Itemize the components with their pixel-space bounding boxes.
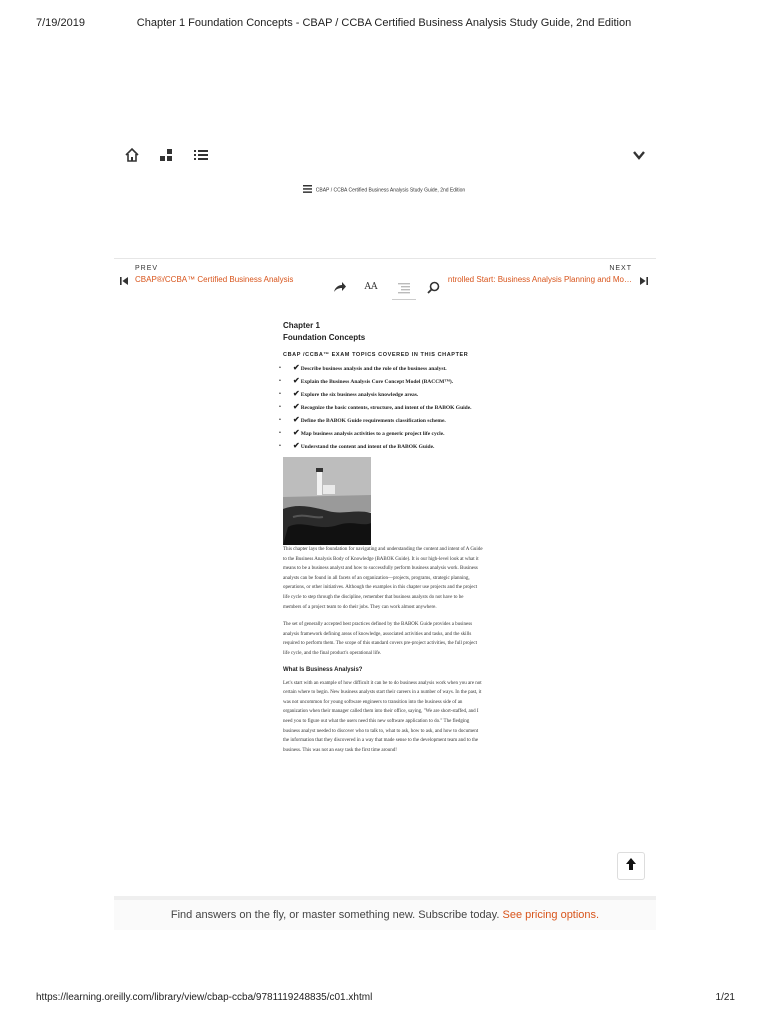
subscribe-banner <box>114 900 656 930</box>
skip-forward-icon <box>639 273 648 291</box>
font-size-label: AA <box>364 282 378 292</box>
chapter-nav <box>114 258 656 305</box>
section-paragraph: Let's start with an example of how difficult it can be to do business analysis work when you are not certain where to begin. New business analysts start their careers in a number of ways. In the past, it was not uncommon for young software engineers to transition into the business side of an organization when their manager called them into their office, saying, "We are short-staffed, and I need you to figure out what the users need this new software application to do." The fledging business analyst needed to discover who to talk to, what to ask, how to ask, and how to document the information that they discovered in a way that made sense to the development team and to the business. This was not an easy task the first time around! <box>283 680 482 753</box>
checkmark-icon: ✔ <box>293 402 300 411</box>
list-item: • ✔Map business analysis activities to a generic project life cycle. <box>279 428 445 437</box>
next-link[interactable] <box>448 265 646 284</box>
chapter-title: Foundation Concepts <box>283 333 366 342</box>
list-item: • ✔Describe business analysis and the role of the business analyst. <box>279 363 447 372</box>
print-url: https://learning.oreilly.com/library/view/cbap-ccba/9781119248835/c01.xhtml <box>36 992 373 1003</box>
next-label: NEXT <box>609 265 632 272</box>
prev-label: PREV <box>135 265 159 272</box>
list-item: • ✔Explain the Business Analysis Core Concept Model (BACCM™). <box>279 376 454 385</box>
checkmark-icon: ✔ <box>293 389 300 398</box>
standards-paragraph: The set of generally accepted best practices defined by the BABOK Guide provides a business analysis framework defining areas of knowledge, associated activities and tasks, and the skills required to perform them. The scope of this standard covers pre-project activities, the full project life cycle, and the final product's operational life. <box>283 622 478 656</box>
checkmark-icon: ✔ <box>293 441 300 450</box>
book-title: CBAP / CCBA Certified Business Analysis Study Guide, 2nd Edition <box>315 187 466 194</box>
toc-icon[interactable] <box>392 277 416 300</box>
exam-topics-heading: CBAP /CCBA™ EXAM TOPICS COVERED IN THIS CHAPTER <box>283 352 469 358</box>
print-page-number: 1/21 <box>715 992 735 1003</box>
list-item: • ✔Explore the six business analysis knowledge areas. <box>279 389 419 398</box>
arrow-up-icon <box>625 857 637 876</box>
next-title[interactable]: ntrolled Start: Business Analysis Planning and Mo… <box>447 275 632 284</box>
grid-icon[interactable] <box>155 144 177 166</box>
share-icon[interactable] <box>330 277 350 297</box>
checkmark-icon: ✔ <box>293 376 300 385</box>
intro-paragraph: This chapter lays the foundation for navigating and understanding the content and intent of A Guide to the Business Analysis Body of Knowledge (BABOK Guide). It is our high-level look at what it means to be a business analyst and how to successfully perform business analysis work. Business analysts can be found in all facets of an organization—projects, programs, strategic planning, operations, or other initiatives. Although the examples in this chapter use projects and the project life cycle to step through the discipline, remember that business analysts do not have to be members of a project team to do their jobs. They can work almost anywhere. <box>283 547 483 610</box>
chapter-content <box>279 320 483 763</box>
print-title: Chapter 1 Foundation Concepts - CBAP / CCBA Certified Business Analysis Study Guide, 2nd Edition <box>136 17 632 29</box>
top-toolbar <box>116 142 656 168</box>
prev-link[interactable] <box>120 265 293 284</box>
prev-title[interactable]: CBAP®/CCBA™ Certified Business Analysis <box>135 275 294 284</box>
lighthouse-photo <box>283 457 371 545</box>
list-icon <box>303 185 312 195</box>
list-item: • ✔Recognize the basic contents, structure, and intent of the BABOK Guide. <box>279 402 472 411</box>
objectives-list <box>279 363 483 451</box>
pricing-link[interactable]: See pricing options. <box>502 909 600 921</box>
promo-text: Find answers on the fly, or master something new. Subscribe today. <box>170 909 500 921</box>
list-icon[interactable] <box>190 144 212 166</box>
checkmark-icon: ✔ <box>293 363 300 372</box>
font-size-icon[interactable] <box>361 277 381 297</box>
checkmark-icon: ✔ <box>293 415 300 424</box>
list-item: • ✔Define the BABOK Guide requirements classification scheme. <box>279 415 446 424</box>
chevron-down-icon[interactable] <box>628 144 650 166</box>
book-title-link[interactable] <box>0 185 768 195</box>
home-icon[interactable] <box>121 144 143 166</box>
back-to-top-button[interactable] <box>617 852 645 880</box>
checkmark-icon: ✔ <box>293 428 300 437</box>
print-date: 7/19/2019 <box>36 17 85 29</box>
chapter-number: Chapter 1 <box>283 321 320 330</box>
list-item: • ✔Understand the content and intent of the BABOK Guide. <box>279 441 435 450</box>
skip-back-icon <box>120 273 129 291</box>
section-heading: What Is Business Analysis? <box>283 666 363 673</box>
search-icon[interactable] <box>423 277 443 297</box>
